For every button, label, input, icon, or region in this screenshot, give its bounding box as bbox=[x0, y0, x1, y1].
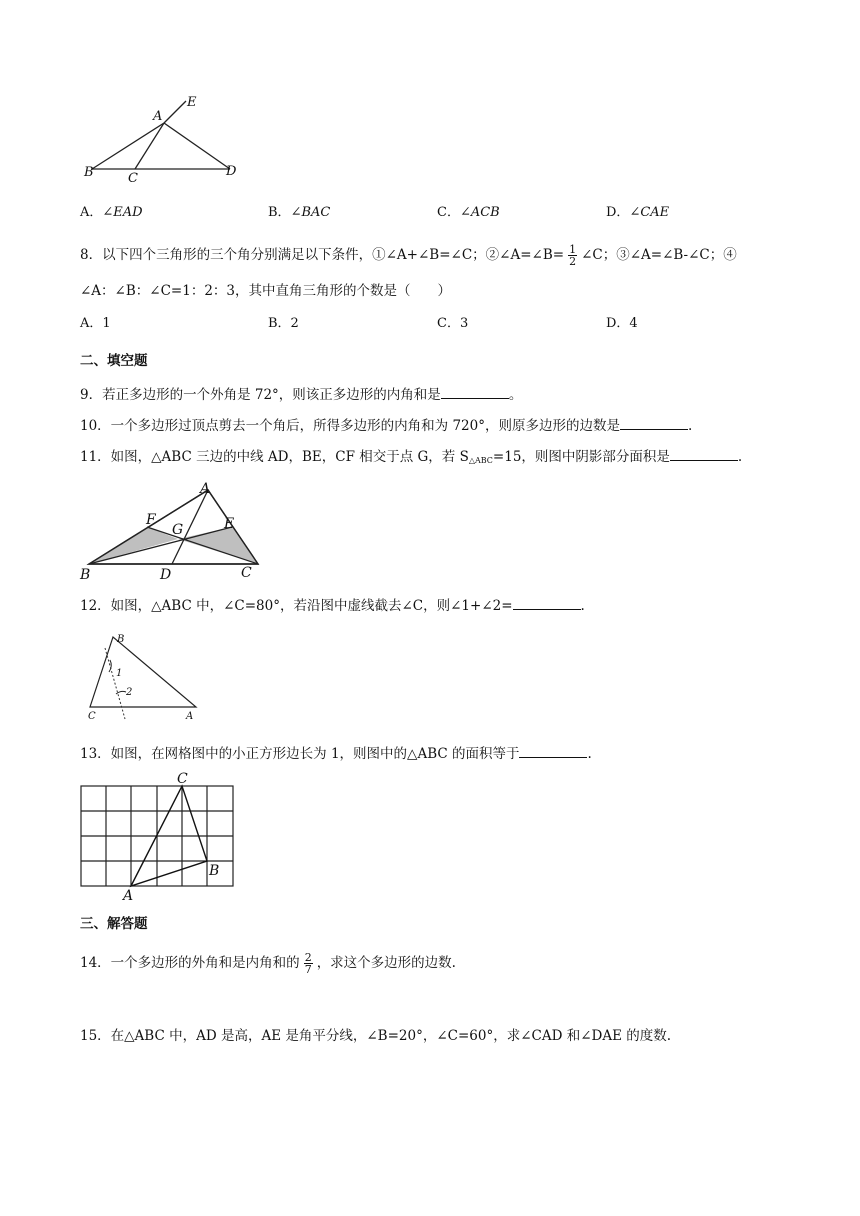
label-c: C bbox=[241, 565, 252, 581]
section-2-title: 二、填空题 bbox=[80, 353, 148, 369]
label-a: A bbox=[200, 481, 211, 497]
q7-option-d: D．∠CAE bbox=[606, 205, 670, 220]
label-e: E bbox=[224, 516, 235, 532]
q13: 13．如图，在网格图中的小正方形边长为 1，则图中的△ABC 的面积等于 . bbox=[80, 746, 592, 762]
label-e: E bbox=[187, 95, 197, 110]
q8-option-a: A．1 bbox=[80, 316, 111, 331]
q11: 11．如图，△ABC 三边的中线 AD，BE，CF 相交于点 G，若 $S_{\triangle ABC}=15$，则图中阴影部分面积是 . bbox=[80, 449, 743, 465]
q7-option-a: A．∠EAD bbox=[80, 205, 143, 220]
label-b: B bbox=[209, 863, 220, 879]
q9-answer-blank[interactable] bbox=[441, 385, 509, 399]
label-b: B bbox=[80, 567, 91, 583]
q7-option-c: C．∠ACB bbox=[437, 205, 500, 220]
q14-fraction: $\frac{2}{7}$ bbox=[304, 951, 312, 976]
q12: 12．如图，△ABC 中，∠C=80°，若沿图中虚线截去∠C，则∠1+∠2= . bbox=[80, 598, 585, 614]
label-a: A bbox=[123, 888, 134, 904]
label-b: B bbox=[84, 165, 94, 180]
label-a: A bbox=[186, 711, 194, 722]
label-f: F bbox=[146, 512, 156, 528]
figure-q11 bbox=[80, 478, 270, 588]
label-d: D bbox=[160, 567, 172, 583]
q9: 9．若正多边形的一个外角是 72°，则该正多边形的内角和是 。 bbox=[80, 387, 523, 403]
figure-q13 bbox=[80, 770, 240, 905]
q7-option-b: B．∠BAC bbox=[268, 205, 331, 220]
q8-fraction: $\frac{1}{2}$ bbox=[569, 243, 577, 268]
q8-option-d: D．4 bbox=[606, 316, 638, 331]
label-c: C bbox=[88, 711, 96, 722]
q11-answer-blank[interactable] bbox=[670, 447, 738, 461]
q15: 15．在△ABC 中，AD 是高，AE 是角平分线，∠B=20°，∠C=60°，求∠CAD 和∠DAE 的度数. bbox=[80, 1028, 672, 1044]
q8-option-c: C．3 bbox=[437, 316, 469, 331]
section-3-title: 三、解答题 bbox=[80, 916, 148, 932]
label-c: C bbox=[177, 771, 188, 787]
q8-line2: ∠A：∠B：∠C=1：2：3，其中直角三角形的个数是（ ） bbox=[80, 283, 452, 299]
q10-answer-blank[interactable] bbox=[620, 416, 688, 430]
q8-line1: 8．以下四个三角形的三个角分别满足以下条件，①∠A+∠B=∠C；②∠A=∠B= $\frac{1}{2}$ ∠C；③∠A=∠B-∠C；④ bbox=[80, 243, 737, 268]
angle-2-label: 2 bbox=[126, 687, 133, 698]
label-c: C bbox=[128, 171, 138, 186]
q12-answer-blank[interactable] bbox=[513, 596, 581, 610]
q8-option-b: B．2 bbox=[268, 316, 299, 331]
q10: 10．一个多边形过顶点剪去一个角后，所得多边形的内角和为 720°，则原多边形的边数是 . bbox=[80, 418, 693, 434]
figure-q7 bbox=[80, 90, 250, 185]
q14: 14．一个多边形的外角和是内角和的 $\frac{2}{7}$ ，求这个多边形的边数. bbox=[80, 951, 456, 976]
label-a: A bbox=[153, 109, 163, 124]
label-g: G bbox=[172, 522, 184, 538]
angle-1-label: 1 bbox=[116, 668, 123, 679]
figure-q12 bbox=[80, 628, 210, 723]
label-d: D bbox=[226, 164, 237, 179]
label-b: B bbox=[117, 634, 125, 645]
q13-answer-blank[interactable] bbox=[519, 744, 587, 758]
